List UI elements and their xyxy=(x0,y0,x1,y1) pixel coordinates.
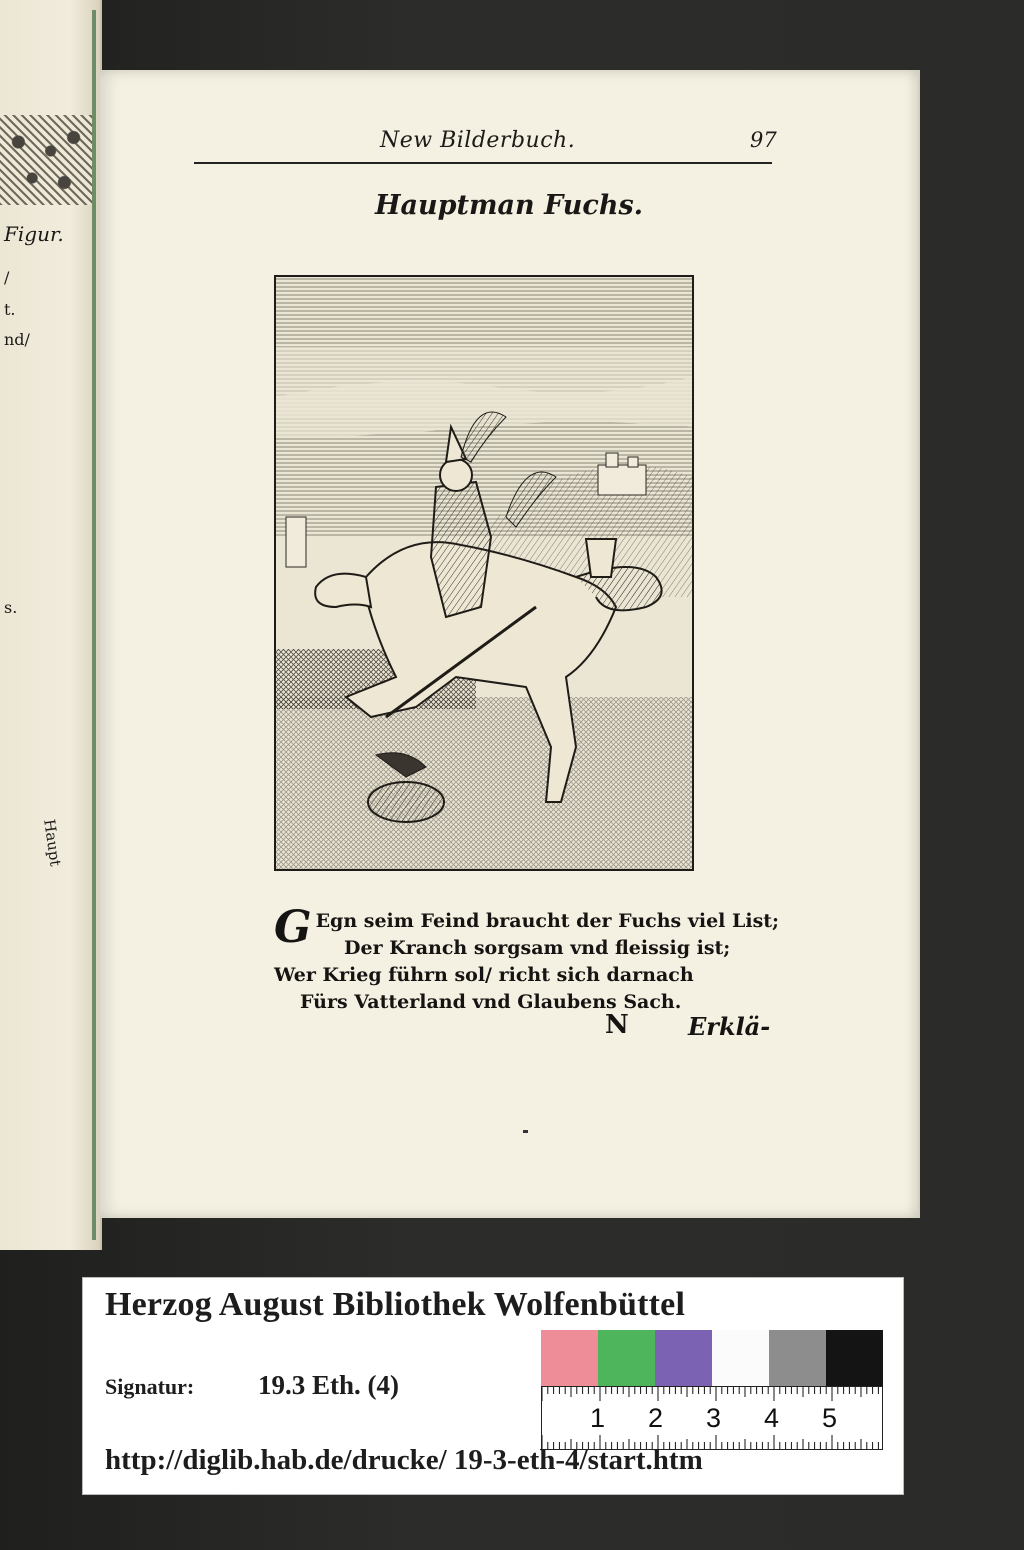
signatur-label: Signatur: xyxy=(105,1374,195,1399)
color-patch-green xyxy=(598,1330,655,1386)
ruler-number: 2 xyxy=(648,1403,664,1433)
running-head: New Bilderbuch. xyxy=(380,128,576,153)
previous-page-fragment: s. xyxy=(4,598,18,617)
signatur-value: 19.3 Eth. (4) xyxy=(258,1370,399,1400)
verse-line: Fürs Vatterland vnd Glaubens Sach. xyxy=(300,991,682,1013)
verse-block xyxy=(274,902,814,1016)
ruler-number: 4 xyxy=(764,1403,780,1433)
library-label xyxy=(82,1277,904,1495)
color-patch-pink xyxy=(541,1330,598,1386)
color-patch-white xyxy=(712,1330,769,1386)
digital-library-url: http://diglib.hab.de/drucke/ 19-3-eth-4/start.htm xyxy=(105,1444,703,1476)
engraving-illustration xyxy=(274,275,694,871)
scale-ruler xyxy=(541,1386,883,1450)
verse-line: Der Kranch sorgsam vnd fleissig ist; xyxy=(344,937,731,959)
color-patch-gray xyxy=(769,1330,826,1386)
ink-speck xyxy=(523,1130,528,1133)
verse-line: Egn seim Feind braucht der Fuchs viel List; xyxy=(315,910,780,932)
color-patch-black xyxy=(826,1330,883,1386)
binding-edge xyxy=(92,10,96,1240)
ruler-number: 1 xyxy=(590,1403,606,1433)
previous-page-fragment: / xyxy=(4,268,10,287)
previous-page-heading: Figur. xyxy=(4,222,64,246)
color-patch-purple xyxy=(655,1330,712,1386)
header-rule xyxy=(194,162,772,164)
ruler-number: 5 xyxy=(822,1403,838,1433)
catchword: Erklä- xyxy=(688,1012,771,1041)
previous-page xyxy=(0,0,102,1250)
signature-mark: N xyxy=(605,1010,629,1040)
verse-initial: G xyxy=(274,902,312,953)
library-name: Herzog August Bibliothek Wolfenbüttel xyxy=(105,1286,686,1323)
ruler-number: 3 xyxy=(706,1403,722,1433)
previous-page-fragment: nd/ xyxy=(4,330,30,349)
page-number: 97 xyxy=(750,128,777,152)
book-page xyxy=(100,70,920,1218)
verse-line: Wer Krieg führn sol/ richt sich darnach xyxy=(274,964,694,986)
page-title: Hauptman Fuchs. xyxy=(375,190,644,221)
color-calibration-chart xyxy=(541,1330,883,1386)
ornament-band xyxy=(0,115,92,205)
previous-page-marginal: Haupt xyxy=(40,818,65,868)
previous-page-fragment: t. xyxy=(4,300,16,319)
